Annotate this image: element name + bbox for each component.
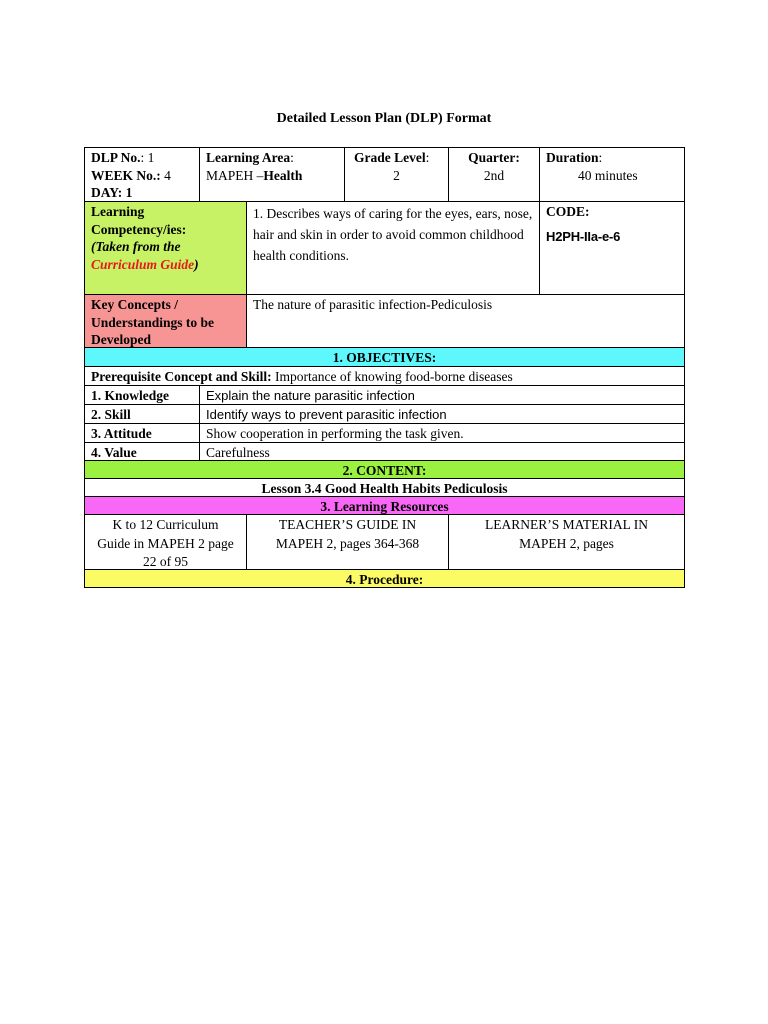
prerequisite-cell [85, 367, 684, 385]
code-value: H2PH-IIa-e-6 [546, 228, 621, 244]
objective-row-skill [84, 404, 685, 424]
objective-label: 1. Knowledge [91, 388, 170, 403]
grade-level-cell: Grade Level: 2 [344, 148, 448, 201]
objective-value: Identify ways to prevent parasitic infection [199, 405, 684, 423]
code-cell [539, 202, 684, 294]
content-heading-row [84, 460, 685, 479]
grade-level-label: Grade Level [354, 150, 426, 165]
objectives-heading-row [84, 347, 685, 367]
key-concepts-label-cell [85, 295, 246, 347]
competency-row [84, 201, 685, 295]
document-title: Detailed Lesson Plan (DLP) Format [276, 111, 492, 126]
grade-level-value: 2 [393, 167, 400, 183]
code-label: CODE: [546, 204, 590, 219]
prerequisite-value: Importance of knowing food-borne diseases [271, 369, 513, 384]
objective-value: Show cooperation in performing the task given. [199, 424, 684, 442]
objective-row-value [84, 442, 685, 461]
curriculum-guide-text: Curriculum Guide [91, 256, 195, 272]
prerequisite-row [84, 366, 685, 386]
lesson-title: Lesson 3.4 Good Health Habits Pediculosis [261, 481, 508, 496]
objective-row-knowledge [84, 385, 685, 405]
dlp-value: : 1 [140, 150, 155, 165]
content-heading: 2. CONTENT: [342, 463, 427, 478]
dlp-cell [85, 148, 199, 201]
competency-text-cell [246, 202, 539, 294]
dlp-label: DLP No. [91, 150, 141, 165]
objective-value: Carefulness [199, 443, 684, 460]
key-concepts-label: Key Concepts / Understandings to be Developed [91, 297, 215, 347]
key-concepts-row [84, 294, 685, 348]
resources-heading-row [84, 496, 685, 515]
day-label: DAY: 1 [91, 185, 133, 200]
learning-area-cell: Learning Area: MAPEH –Health [199, 148, 344, 201]
competency-text: 1. Describes ways of caring for the eyes, ears, nose, hair and skin in order to avoid common childhood health conditions. [253, 206, 533, 263]
resource-curriculum-guide: K to 12 Curriculum Guide in MAPEH 2 page 22 of 95 [97, 517, 234, 569]
key-concepts-text-cell [246, 295, 684, 347]
objectives-heading: 1. OBJECTIVES: [332, 350, 437, 365]
header-row [84, 147, 685, 202]
resource-teachers-guide: TEACHER’S GUIDE IN MAPEH 2, pages 364-368 [246, 515, 448, 569]
lesson-row [84, 478, 685, 497]
competency-label-cell: Learning Competency/ies: (Taken from the Curriculum Guide) [85, 202, 246, 294]
key-concepts-text: The nature of parasitic infection-Pediculosis [253, 297, 493, 312]
objective-label: 2. Skill [91, 407, 131, 422]
objective-label: 4. Value [91, 445, 137, 460]
learning-area-value: MAPEH – [206, 167, 264, 183]
resources-heading: 3. Learning Resources [320, 499, 449, 514]
quarter-value: 2nd [483, 167, 505, 183]
week-value: 4 [160, 167, 171, 183]
quarter-cell [448, 148, 539, 201]
duration-value: 40 minutes [578, 167, 638, 183]
duration-cell: Duration: 40 minutes [539, 148, 684, 201]
objective-value: Explain the nature parasitic infection [199, 386, 684, 404]
week-label: WEEK No.: [91, 167, 161, 183]
resource-learners-material: LEARNER’S MATERIAL IN MAPEH 2, pages [448, 515, 684, 569]
objective-label: 3. Attitude [91, 426, 152, 441]
prerequisite-label: Prerequisite Concept and Skill: [91, 369, 272, 384]
objective-row-attitude [84, 423, 685, 443]
duration-label: Duration [546, 150, 599, 165]
learning-area-label: Learning Area [206, 150, 291, 165]
procedure-heading-row [84, 569, 685, 588]
quarter-label: Quarter: [468, 150, 520, 165]
procedure-heading: 4. Procedure: [345, 572, 424, 587]
resources-row [84, 514, 685, 570]
